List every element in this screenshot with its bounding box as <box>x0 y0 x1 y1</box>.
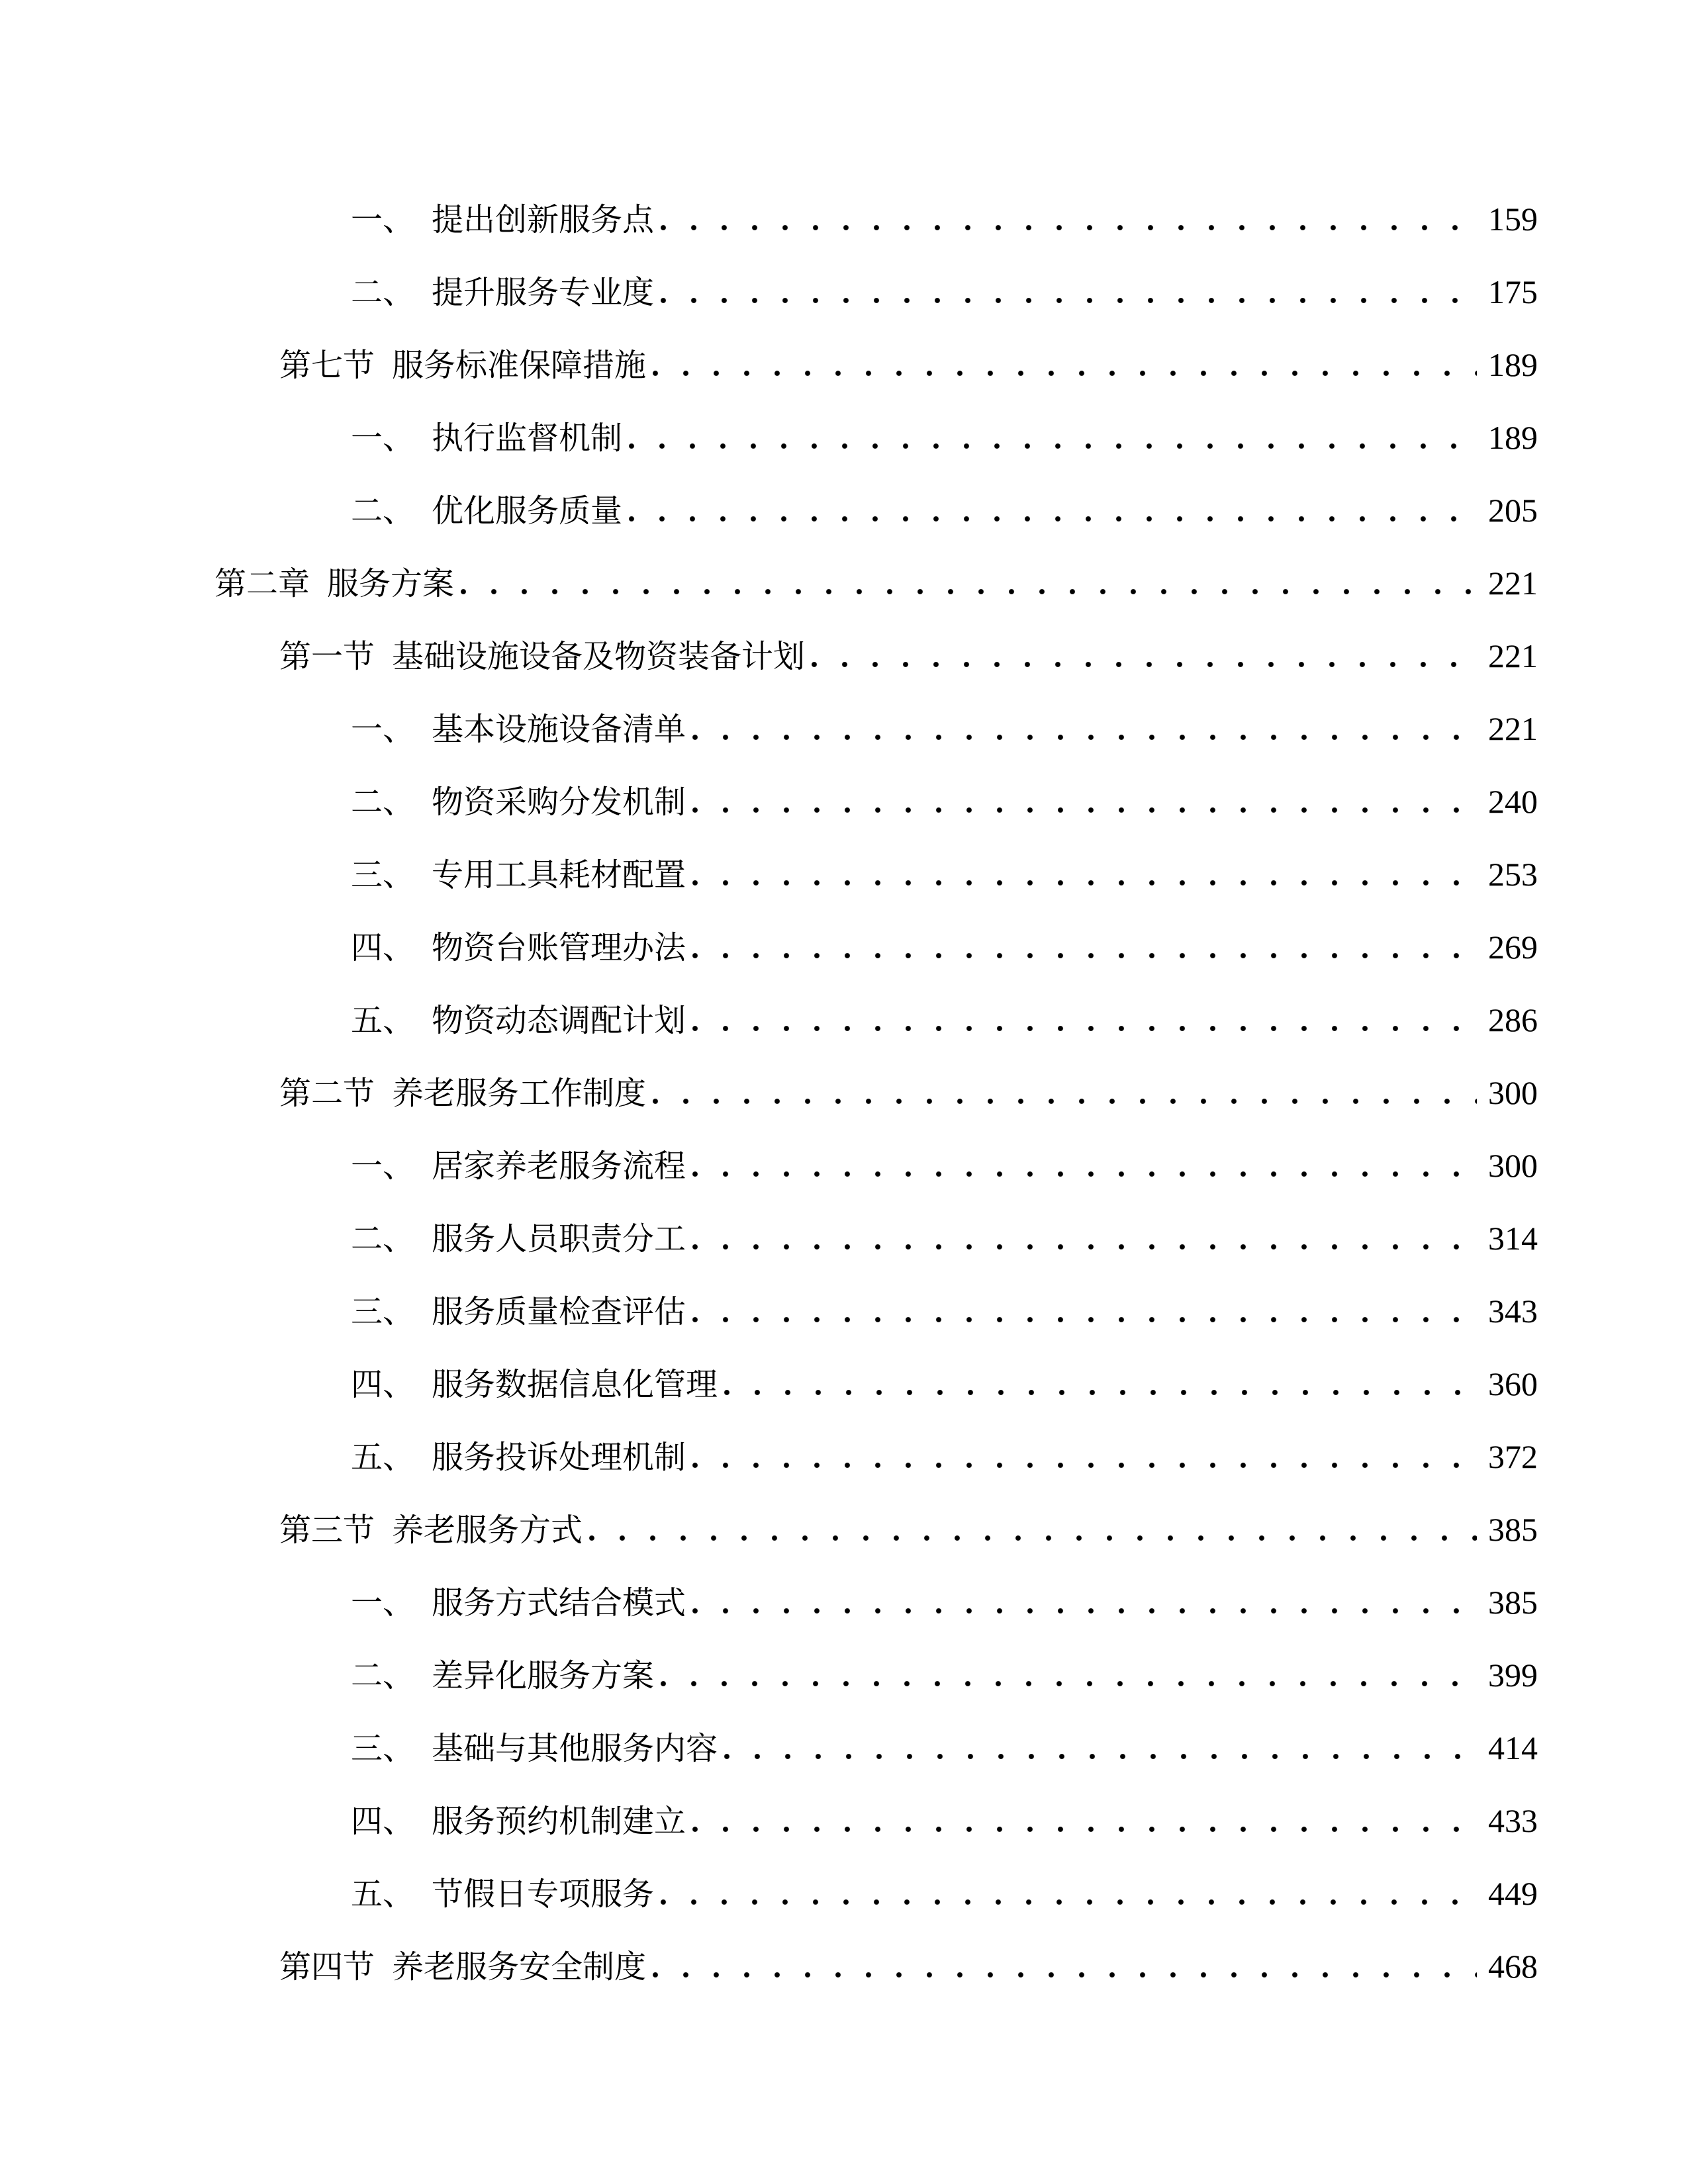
toc-entry-page: 372 <box>1488 1438 1538 1475</box>
toc-entry-item[interactable] <box>351 1202 1688 1275</box>
toc-entry-title: 服务质量检查评估 <box>432 1295 686 1330</box>
toc-entry-number: 二、 <box>351 1659 415 1694</box>
toc-entry-number: 三、 <box>351 858 415 893</box>
toc-entry-number: 一、 <box>351 1586 415 1621</box>
toc-entry-title: 基础与其他服务内容 <box>432 1731 718 1766</box>
toc-entry-title: 提升服务专业度 <box>432 275 655 310</box>
toc-entry-chapter[interactable] <box>214 547 1688 619</box>
toc-entry-page: 300 <box>1488 1147 1538 1184</box>
toc-entry-title: 居家养老服务流程 <box>432 1149 686 1184</box>
toc-entry-page: 433 <box>1488 1802 1538 1839</box>
toc-entry-title: 服务数据信息化管理 <box>432 1367 718 1402</box>
dot-leader <box>692 1275 1477 1322</box>
toc-entry-number: 二、 <box>351 785 415 820</box>
dot-leader <box>692 766 1477 813</box>
toc-entry-number: 第二节 <box>279 1076 375 1111</box>
toc-entry-section[interactable] <box>279 1493 1688 1566</box>
toc-entry-number: 第四节 <box>279 1950 375 1985</box>
toc-entry-item[interactable] <box>351 1784 1688 1857</box>
dot-leader <box>653 329 1477 376</box>
toc-entry-title: 服务标准保障措施 <box>392 348 647 383</box>
toc-entry-item[interactable] <box>351 983 1688 1056</box>
toc-entry-item[interactable] <box>351 1711 1688 1784</box>
toc-entry-title: 服务预约机制建立 <box>432 1804 686 1839</box>
toc-entry-item[interactable] <box>351 1420 1688 1493</box>
toc-entry-section[interactable] <box>279 1056 1688 1129</box>
toc-entry-page: 221 <box>1488 710 1538 747</box>
toc-entry-page: 385 <box>1488 1511 1538 1548</box>
toc-entry-number: 四、 <box>351 1367 415 1402</box>
dot-leader <box>661 1639 1477 1686</box>
toc-entry-item[interactable] <box>351 474 1688 547</box>
toc-entry-section[interactable] <box>279 1930 1688 2003</box>
toc-entry-item[interactable] <box>351 838 1688 911</box>
toc-entry-item[interactable] <box>351 1566 1688 1639</box>
toc-entry-number: 五、 <box>351 1440 415 1475</box>
toc-entry-title: 物资动态调配计划 <box>432 1003 686 1038</box>
dot-leader <box>692 693 1477 740</box>
toc-entry-title: 养老服务安全制度 <box>392 1950 647 1985</box>
dot-leader <box>629 475 1477 522</box>
toc-entry-title: 服务方案 <box>327 567 455 602</box>
toc-entry-title: 养老服务方式 <box>392 1513 583 1548</box>
toc-entry-title: 优化服务质量 <box>432 494 623 529</box>
dot-leader <box>724 1712 1477 1759</box>
dot-leader <box>661 1858 1477 1905</box>
toc-entry-page: 205 <box>1488 492 1538 529</box>
toc-entry-number: 一、 <box>351 712 415 747</box>
toc-entry-page: 159 <box>1488 201 1538 238</box>
toc-entry-number: 第七节 <box>279 348 375 383</box>
toc-entry-section[interactable] <box>279 619 1688 692</box>
toc-entry-section[interactable] <box>279 328 1688 401</box>
toc-entry-page: 189 <box>1488 419 1538 456</box>
toc-entry-title: 养老服务工作制度 <box>392 1076 647 1111</box>
dot-leader <box>589 1494 1477 1541</box>
toc-entry-number: 四、 <box>351 1804 415 1839</box>
toc-entry-page: 240 <box>1488 783 1538 820</box>
toc-entry-item[interactable] <box>351 911 1688 983</box>
toc-entry-page: 449 <box>1488 1875 1538 1912</box>
toc-entry-item[interactable] <box>351 255 1688 328</box>
toc-entry-title: 物资采购分发机制 <box>432 785 686 820</box>
dot-leader <box>661 256 1477 303</box>
dot-leader <box>812 620 1477 667</box>
toc-entry-title: 基础设施设备及物资装备计划 <box>392 639 806 674</box>
toc-entry-item[interactable] <box>351 692 1688 765</box>
toc-entry-page: 414 <box>1488 1729 1538 1766</box>
toc-entry-page: 399 <box>1488 1657 1538 1694</box>
toc-entry-number: 一、 <box>351 203 415 238</box>
toc-entry-item[interactable] <box>351 1347 1688 1420</box>
toc-entry-item[interactable] <box>351 765 1688 838</box>
toc-entry-number: 第三节 <box>279 1513 375 1548</box>
dot-leader <box>653 1057 1477 1104</box>
toc-entry-title: 服务人员职责分工 <box>432 1222 686 1257</box>
toc-entry-number: 三、 <box>351 1295 415 1330</box>
toc-entry-number: 第二章 <box>214 567 310 602</box>
table-of-contents <box>0 183 1688 2003</box>
toc-entry-page: 468 <box>1488 1948 1538 1985</box>
dot-leader <box>661 183 1477 230</box>
toc-entry-page: 221 <box>1488 637 1538 674</box>
dot-leader <box>629 402 1477 449</box>
dot-leader <box>692 1421 1477 1468</box>
toc-entry-title: 基本设施设备清单 <box>432 712 686 747</box>
toc-entry-number: 五、 <box>351 1877 415 1912</box>
toc-entry-item[interactable] <box>351 183 1688 255</box>
toc-entry-page: 300 <box>1488 1074 1538 1111</box>
toc-entry-title: 专用工具耗材配置 <box>432 858 686 893</box>
toc-entry-number: 二、 <box>351 1222 415 1257</box>
dot-leader <box>692 984 1477 1031</box>
toc-entry-title: 节假日专项服务 <box>432 1877 655 1912</box>
toc-entry-item[interactable] <box>351 401 1688 474</box>
toc-entry-number: 四、 <box>351 931 415 966</box>
toc-entry-title: 差异化服务方案 <box>432 1659 655 1694</box>
dot-leader <box>692 1130 1477 1177</box>
toc-entry-title: 执行监督机制 <box>432 421 623 456</box>
toc-entry-item[interactable] <box>351 1129 1688 1202</box>
toc-entry-number: 一、 <box>351 421 415 456</box>
toc-entry-number: 二、 <box>351 275 415 310</box>
toc-entry-title: 提出创新服务点 <box>432 203 655 238</box>
toc-entry-page: 175 <box>1488 273 1538 310</box>
toc-entry-number: 一、 <box>351 1149 415 1184</box>
toc-entry-page: 385 <box>1488 1584 1538 1621</box>
dot-leader <box>692 1567 1477 1614</box>
dot-leader <box>692 839 1477 886</box>
toc-entry-page: 314 <box>1488 1220 1538 1257</box>
toc-entry-page: 269 <box>1488 929 1538 966</box>
dot-leader <box>692 1203 1477 1250</box>
toc-entry-title: 服务投诉处理机制 <box>432 1440 686 1475</box>
dot-leader <box>653 1931 1477 1978</box>
toc-entry-page: 221 <box>1488 565 1538 602</box>
dot-leader <box>724 1348 1477 1395</box>
toc-entry-item[interactable] <box>351 1639 1688 1711</box>
toc-entry-title: 服务方式结合模式 <box>432 1586 686 1621</box>
dot-leader <box>692 1785 1477 1832</box>
toc-entry-number: 第一节 <box>279 639 375 674</box>
toc-entry-page: 360 <box>1488 1365 1538 1402</box>
toc-entry-number: 五、 <box>351 1003 415 1038</box>
toc-entry-page: 253 <box>1488 856 1538 893</box>
toc-entry-number: 三、 <box>351 1731 415 1766</box>
toc-entry-page: 343 <box>1488 1293 1538 1330</box>
dot-leader <box>461 547 1477 594</box>
toc-entry-page: 286 <box>1488 1001 1538 1038</box>
dot-leader <box>692 911 1477 958</box>
toc-entry-page: 189 <box>1488 346 1538 383</box>
toc-entry-title: 物资台账管理办法 <box>432 931 686 966</box>
toc-entry-item[interactable] <box>351 1275 1688 1347</box>
toc-entry-item[interactable] <box>351 1857 1688 1930</box>
toc-entry-number: 二、 <box>351 494 415 529</box>
